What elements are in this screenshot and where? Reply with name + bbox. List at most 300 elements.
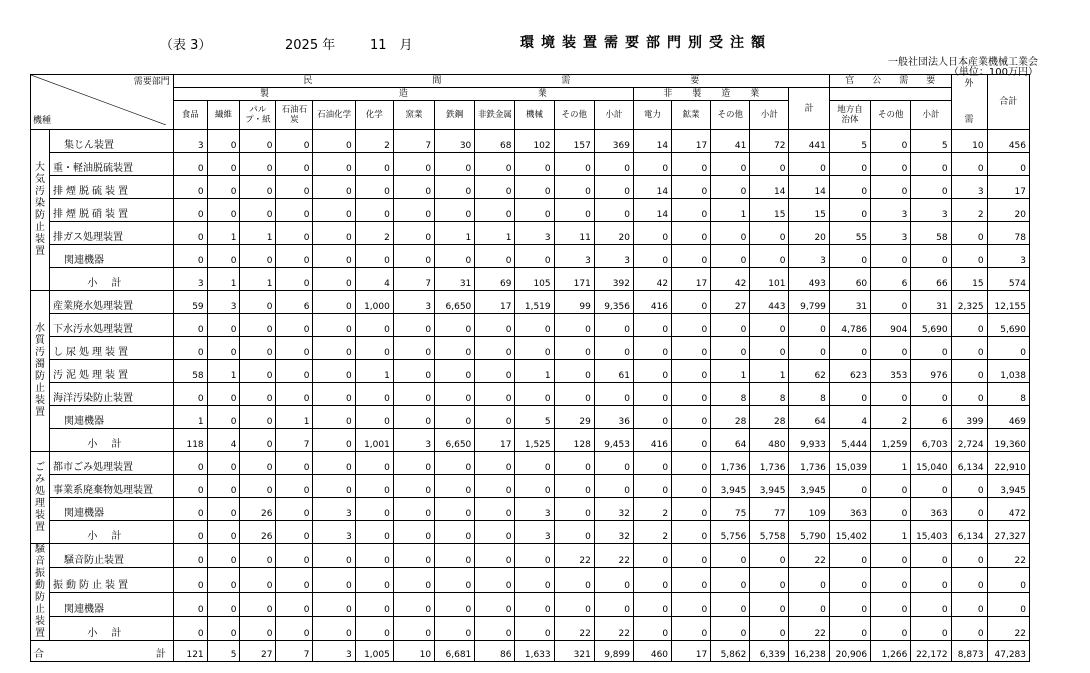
subtotal-cell: 31 xyxy=(435,268,475,291)
value-cell: 363 xyxy=(829,498,870,521)
grand-total-cell: 5,862 xyxy=(711,641,750,662)
value-cell: 1 xyxy=(240,222,276,245)
value-cell: 3 xyxy=(393,291,434,314)
grand-total-row xyxy=(31,641,1030,662)
subtotal-cell: 22 xyxy=(594,616,633,640)
value-cell: 441 xyxy=(789,130,829,153)
subtotal-cell: 22 xyxy=(987,616,1029,640)
col-header-10: その他 xyxy=(554,101,594,130)
value-cell: 0 xyxy=(393,199,434,222)
value-cell: 0 xyxy=(276,452,313,475)
value-cell: 58 xyxy=(173,360,207,383)
value-cell: 61 xyxy=(594,360,633,383)
value-cell: 0 xyxy=(829,199,870,222)
value-cell: 1,736 xyxy=(789,452,829,475)
value-cell: 0 xyxy=(355,176,393,199)
value-cell: 0 xyxy=(435,544,475,568)
page-title: 環境装置需要部門別受注額 xyxy=(520,35,772,51)
value-cell: 0 xyxy=(871,153,911,176)
subtotal-cell: 5,444 xyxy=(829,429,870,452)
value-cell: 0 xyxy=(951,498,987,521)
value-cell: 0 xyxy=(435,568,475,592)
value-cell: 0 xyxy=(207,544,240,568)
value-cell: 0 xyxy=(313,383,355,406)
value-cell: 0 xyxy=(313,199,355,222)
value-cell: 0 xyxy=(911,475,951,498)
value-cell: 469 xyxy=(987,406,1029,429)
equipment-label: 都市ごみ処理装置 xyxy=(50,452,174,475)
value-cell: 0 xyxy=(207,383,240,406)
value-cell: 2 xyxy=(355,130,393,153)
grand-total-cell: 8,873 xyxy=(951,641,987,662)
value-cell: 15,040 xyxy=(911,452,951,475)
subtotal-cell: 3 xyxy=(173,268,207,291)
value-cell: 0 xyxy=(240,245,276,268)
value-cell: 0 xyxy=(515,153,554,176)
value-cell: 9,356 xyxy=(594,291,633,314)
value-cell: 0 xyxy=(554,383,594,406)
value-cell: 5,690 xyxy=(911,314,951,337)
value-cell: 0 xyxy=(672,568,711,592)
value-cell: 0 xyxy=(276,360,313,383)
value-cell: 0 xyxy=(393,222,434,245)
value-cell: 1 xyxy=(711,360,750,383)
value-cell: 0 xyxy=(240,176,276,199)
value-cell: 0 xyxy=(633,475,671,498)
value-cell: 0 xyxy=(750,544,789,568)
value-cell: 0 xyxy=(554,498,594,521)
value-cell: 416 xyxy=(633,291,671,314)
value-cell: 0 xyxy=(871,383,911,406)
subtotal-cell: 0 xyxy=(750,616,789,640)
value-cell: 0 xyxy=(393,406,434,429)
subtotal-cell: 0 xyxy=(554,521,594,544)
subtotal-cell: 0 xyxy=(276,268,313,291)
value-cell: 1 xyxy=(475,222,515,245)
value-cell: 29 xyxy=(554,406,594,429)
value-cell: 77 xyxy=(750,498,789,521)
value-cell: 0 xyxy=(475,568,515,592)
value-cell: 0 xyxy=(313,452,355,475)
equipment-label: 振動防止装置 xyxy=(50,568,174,592)
value-cell: 0 xyxy=(435,452,475,475)
subtotal-cell: 0 xyxy=(313,268,355,291)
value-cell: 1 xyxy=(207,222,240,245)
value-cell: 0 xyxy=(173,544,207,568)
value-cell: 4 xyxy=(829,406,870,429)
value-cell: 0 xyxy=(276,337,313,360)
value-cell: 1 xyxy=(207,360,240,383)
value-cell: 0 xyxy=(240,544,276,568)
value-cell: 0 xyxy=(711,153,750,176)
value-cell: 0 xyxy=(711,314,750,337)
subtotal-cell: 1 xyxy=(207,268,240,291)
value-cell: 3,945 xyxy=(789,475,829,498)
value-cell: 0 xyxy=(313,406,355,429)
table-row xyxy=(31,314,1030,337)
equipment-label: 事業系廃棄物処理装置 xyxy=(50,475,174,498)
value-cell: 0 xyxy=(871,291,911,314)
value-cell: 0 xyxy=(355,498,393,521)
value-cell: 0 xyxy=(393,176,434,199)
category-label: ご み 処 理 装 置 xyxy=(31,452,50,544)
value-cell: 0 xyxy=(435,245,475,268)
subtotal-cell: 22 xyxy=(554,616,594,640)
col-header-12: 電力 xyxy=(633,101,671,130)
subtotal-cell: 105 xyxy=(515,268,554,291)
subtotal-cell: 480 xyxy=(750,429,789,452)
value-cell: 0 xyxy=(672,544,711,568)
subtotal-cell: 0 xyxy=(435,521,475,544)
value-cell: 0 xyxy=(240,360,276,383)
grand-total-cell: 1,005 xyxy=(355,641,393,662)
value-cell: 55 xyxy=(829,222,870,245)
subtotal-cell: 0 xyxy=(240,429,276,452)
subtotal-cell: 9,933 xyxy=(789,429,829,452)
value-cell: 2 xyxy=(951,199,987,222)
value-cell: 0 xyxy=(829,544,870,568)
value-cell: 0 xyxy=(173,176,207,199)
table-row xyxy=(31,406,1030,429)
value-cell: 0 xyxy=(672,222,711,245)
value-cell: 0 xyxy=(789,337,829,360)
value-cell: 0 xyxy=(672,176,711,199)
value-cell: 0 xyxy=(951,314,987,337)
value-cell: 0 xyxy=(240,383,276,406)
subtotal-cell: 15,403 xyxy=(911,521,951,544)
value-cell: 0 xyxy=(393,452,434,475)
value-cell: 3,945 xyxy=(711,475,750,498)
value-cell: 0 xyxy=(594,452,633,475)
value-cell: 0 xyxy=(911,337,951,360)
equipment-label: 排煙脱硝装置 xyxy=(50,199,174,222)
value-cell: 0 xyxy=(393,383,434,406)
value-cell: 0 xyxy=(633,592,671,616)
value-cell: 0 xyxy=(672,592,711,616)
value-cell: 3,945 xyxy=(750,475,789,498)
value-cell: 0 xyxy=(750,568,789,592)
value-cell: 0 xyxy=(475,176,515,199)
value-cell: 0 xyxy=(276,498,313,521)
value-cell: 0 xyxy=(207,452,240,475)
value-cell: 0 xyxy=(475,544,515,568)
subtotal-row xyxy=(31,521,1030,544)
subtotal-cell: 27,327 xyxy=(987,521,1029,544)
value-cell: 0 xyxy=(789,568,829,592)
value-cell: 0 xyxy=(276,176,313,199)
value-cell: 0 xyxy=(475,153,515,176)
header-char: 非 xyxy=(663,89,673,99)
value-cell: 0 xyxy=(633,360,671,383)
grand-total-cell: 1,633 xyxy=(515,641,554,662)
subtotal-cell: 6,650 xyxy=(435,429,475,452)
value-cell: 472 xyxy=(987,498,1029,521)
subtotal-label: 小計 xyxy=(50,429,174,452)
subtotal-cell: 0 xyxy=(313,616,355,640)
subtotal-cell: 22 xyxy=(789,616,829,640)
value-cell: 75 xyxy=(711,498,750,521)
value-cell: 0 xyxy=(951,222,987,245)
header-char: 間 xyxy=(432,76,442,86)
value-cell: 0 xyxy=(594,337,633,360)
value-cell: 14 xyxy=(633,130,671,153)
grand-total-cell: 86 xyxy=(475,641,515,662)
value-cell: 1 xyxy=(711,199,750,222)
value-cell: 3 xyxy=(911,199,951,222)
value-cell: 0 xyxy=(951,383,987,406)
value-cell: 0 xyxy=(313,475,355,498)
value-cell: 0 xyxy=(672,291,711,314)
value-cell: 0 xyxy=(633,337,671,360)
header-char: 製 xyxy=(259,89,269,99)
header-public-demand xyxy=(829,75,951,88)
report-month: 11 月 xyxy=(370,38,413,53)
subtotal-row xyxy=(31,616,1030,640)
value-cell: 0 xyxy=(672,452,711,475)
value-cell: 0 xyxy=(475,314,515,337)
value-cell: 30 xyxy=(435,130,475,153)
grand-total-cell: 6,681 xyxy=(435,641,475,662)
value-cell: 0 xyxy=(911,383,951,406)
value-cell: 0 xyxy=(240,592,276,616)
table-row xyxy=(31,199,1030,222)
value-cell: 399 xyxy=(951,406,987,429)
value-cell: 0 xyxy=(594,314,633,337)
table-row xyxy=(31,360,1030,383)
col-header-7: 鉄鋼 xyxy=(435,101,475,130)
value-cell: 3 xyxy=(951,176,987,199)
value-cell: 0 xyxy=(750,222,789,245)
value-cell: 0 xyxy=(313,568,355,592)
value-cell: 0 xyxy=(987,153,1029,176)
grand-total-cell: 9,899 xyxy=(594,641,633,662)
subtotal-cell: 6,134 xyxy=(951,521,987,544)
value-cell: 15 xyxy=(750,199,789,222)
table-number: （表 3） xyxy=(160,38,212,53)
value-cell: 0 xyxy=(240,314,276,337)
value-cell: 0 xyxy=(435,406,475,429)
subtotal-cell: 15 xyxy=(951,268,987,291)
report-year: 2025 年 xyxy=(285,38,336,53)
col-header-15: 小計 xyxy=(750,101,789,130)
value-cell: 0 xyxy=(276,222,313,245)
value-cell: 0 xyxy=(750,592,789,616)
value-cell: 0 xyxy=(951,360,987,383)
category-label: 水 質 汚 濁 防 止 装 置 xyxy=(31,291,50,452)
subtotal-cell: 0 xyxy=(951,616,987,640)
value-cell: 0 xyxy=(276,544,313,568)
value-cell: 3 xyxy=(554,245,594,268)
value-cell: 0 xyxy=(515,568,554,592)
value-cell: 0 xyxy=(515,383,554,406)
value-cell: 14 xyxy=(789,176,829,199)
value-cell: 0 xyxy=(435,314,475,337)
subtotal-cell: 2,724 xyxy=(951,429,987,452)
value-cell: 157 xyxy=(554,130,594,153)
value-cell: 0 xyxy=(393,153,434,176)
value-cell: 0 xyxy=(515,337,554,360)
value-cell: 0 xyxy=(240,337,276,360)
value-cell: 0 xyxy=(276,568,313,592)
table-row xyxy=(31,245,1030,268)
value-cell: 0 xyxy=(871,568,911,592)
col-header-11: 小計 xyxy=(594,101,633,130)
subtotal-cell: 0 xyxy=(313,429,355,452)
value-cell: 9,799 xyxy=(789,291,829,314)
value-cell: 1 xyxy=(276,406,313,429)
grand-total-label-right: 計 xyxy=(155,649,166,660)
subtotal-cell: 0 xyxy=(355,616,393,640)
grand-total-label xyxy=(31,641,174,662)
value-cell: 976 xyxy=(911,360,951,383)
header-char: 需 xyxy=(561,76,571,86)
subtotal-cell: 60 xyxy=(829,268,870,291)
value-cell: 0 xyxy=(475,360,515,383)
value-cell: 32 xyxy=(594,498,633,521)
header-char: 要 xyxy=(926,76,936,86)
table-row xyxy=(31,176,1030,199)
subtotal-cell: 128 xyxy=(554,429,594,452)
value-cell: 10 xyxy=(951,130,987,153)
value-cell: 0 xyxy=(987,592,1029,616)
value-cell: 8 xyxy=(750,383,789,406)
value-cell: 0 xyxy=(951,153,987,176)
value-cell: 14 xyxy=(633,176,671,199)
value-cell: 0 xyxy=(393,360,434,383)
value-cell: 0 xyxy=(276,314,313,337)
value-cell: 0 xyxy=(951,592,987,616)
subtotal-cell: 17 xyxy=(475,429,515,452)
header-char: 要 xyxy=(690,76,700,86)
value-cell: 3 xyxy=(789,245,829,268)
value-cell: 0 xyxy=(672,360,711,383)
value-cell: 0 xyxy=(207,314,240,337)
grand-total-cell: 321 xyxy=(554,641,594,662)
grand-total-cell: 6,339 xyxy=(750,641,789,662)
value-cell: 0 xyxy=(871,245,911,268)
value-cell: 0 xyxy=(951,475,987,498)
value-cell: 0 xyxy=(911,568,951,592)
equipment-label: 産業廃水処理装置 xyxy=(50,291,174,314)
value-cell: 0 xyxy=(240,452,276,475)
value-cell: 0 xyxy=(313,130,355,153)
value-cell: 0 xyxy=(911,544,951,568)
subtotal-cell: 5,756 xyxy=(711,521,750,544)
value-cell: 62 xyxy=(789,360,829,383)
value-cell: 0 xyxy=(594,176,633,199)
value-cell: 0 xyxy=(633,452,671,475)
table-row xyxy=(31,592,1030,616)
value-cell: 0 xyxy=(554,314,594,337)
value-cell: 0 xyxy=(594,592,633,616)
value-cell: 0 xyxy=(173,383,207,406)
col-header-13: 鉱業 xyxy=(672,101,711,130)
value-cell: 0 xyxy=(554,475,594,498)
value-cell: 0 xyxy=(475,337,515,360)
subtotal-cell: 0 xyxy=(240,616,276,640)
subtotal-cell: 0 xyxy=(515,616,554,640)
value-cell: 31 xyxy=(829,291,870,314)
value-cell: 109 xyxy=(789,498,829,521)
value-cell: 1,519 xyxy=(515,291,554,314)
value-cell: 1 xyxy=(871,452,911,475)
value-cell: 0 xyxy=(633,383,671,406)
value-cell: 5 xyxy=(515,406,554,429)
grand-total-cell: 1,266 xyxy=(871,641,911,662)
value-cell: 0 xyxy=(313,314,355,337)
subtotal-cell: 4 xyxy=(355,268,393,291)
subtotal-cell: 0 xyxy=(173,521,207,544)
value-cell: 1,736 xyxy=(750,452,789,475)
value-cell: 0 xyxy=(672,383,711,406)
value-cell: 26 xyxy=(240,498,276,521)
value-cell: 0 xyxy=(475,245,515,268)
equipment-label: 騒音防止装置 xyxy=(50,544,174,568)
subtotal-cell: 0 xyxy=(207,521,240,544)
value-cell: 0 xyxy=(750,245,789,268)
equipment-label: 重・軽油脱硫装置 xyxy=(50,153,174,176)
subtotal-cell: 0 xyxy=(711,616,750,640)
subtotal-cell: 7 xyxy=(393,268,434,291)
equipment-label: 関連機器 xyxy=(50,498,174,521)
subtotal-cell: 4 xyxy=(207,429,240,452)
subtotal-cell: 17 xyxy=(672,268,711,291)
col-header-0: 食品 xyxy=(173,101,207,130)
value-cell: 369 xyxy=(594,130,633,153)
value-cell: 0 xyxy=(207,245,240,268)
value-cell: 0 xyxy=(987,337,1029,360)
value-cell: 0 xyxy=(393,475,434,498)
header-private-demand xyxy=(173,75,829,88)
subtotal-cell: 0 xyxy=(475,521,515,544)
value-cell: 0 xyxy=(711,245,750,268)
equipment-label: 海洋汚染防止装置 xyxy=(50,383,174,406)
value-cell: 0 xyxy=(355,452,393,475)
subtotal-cell: 0 xyxy=(829,616,870,640)
col-header-17: 地方自治体 xyxy=(829,101,870,130)
value-cell: 0 xyxy=(355,383,393,406)
value-cell: 0 xyxy=(173,222,207,245)
grand-total-cell: 27 xyxy=(240,641,276,662)
grand-total-cell: 22,172 xyxy=(911,641,951,662)
value-cell: 0 xyxy=(594,475,633,498)
subtotal-cell: 0 xyxy=(911,616,951,640)
value-cell: 17 xyxy=(672,130,711,153)
value-cell: 0 xyxy=(313,360,355,383)
equipment-label: 関連機器 xyxy=(50,245,174,268)
value-cell: 0 xyxy=(594,383,633,406)
value-cell: 0 xyxy=(633,222,671,245)
value-cell: 3 xyxy=(515,222,554,245)
value-cell: 0 xyxy=(951,245,987,268)
subtotal-cell: 0 xyxy=(435,616,475,640)
value-cell: 0 xyxy=(829,383,870,406)
subtotal-cell: 32 xyxy=(594,521,633,544)
value-cell: 0 xyxy=(276,199,313,222)
value-cell: 0 xyxy=(240,475,276,498)
value-cell: 0 xyxy=(207,568,240,592)
value-cell: 0 xyxy=(750,153,789,176)
col-header-8: 非鉄金属 xyxy=(475,101,515,130)
value-cell: 0 xyxy=(276,475,313,498)
value-cell: 0 xyxy=(355,475,393,498)
value-cell: 0 xyxy=(911,592,951,616)
value-cell: 0 xyxy=(554,337,594,360)
value-cell: 0 xyxy=(393,498,434,521)
value-cell: 0 xyxy=(435,475,475,498)
grand-total-cell: 17 xyxy=(672,641,711,662)
value-cell: 20 xyxy=(789,222,829,245)
